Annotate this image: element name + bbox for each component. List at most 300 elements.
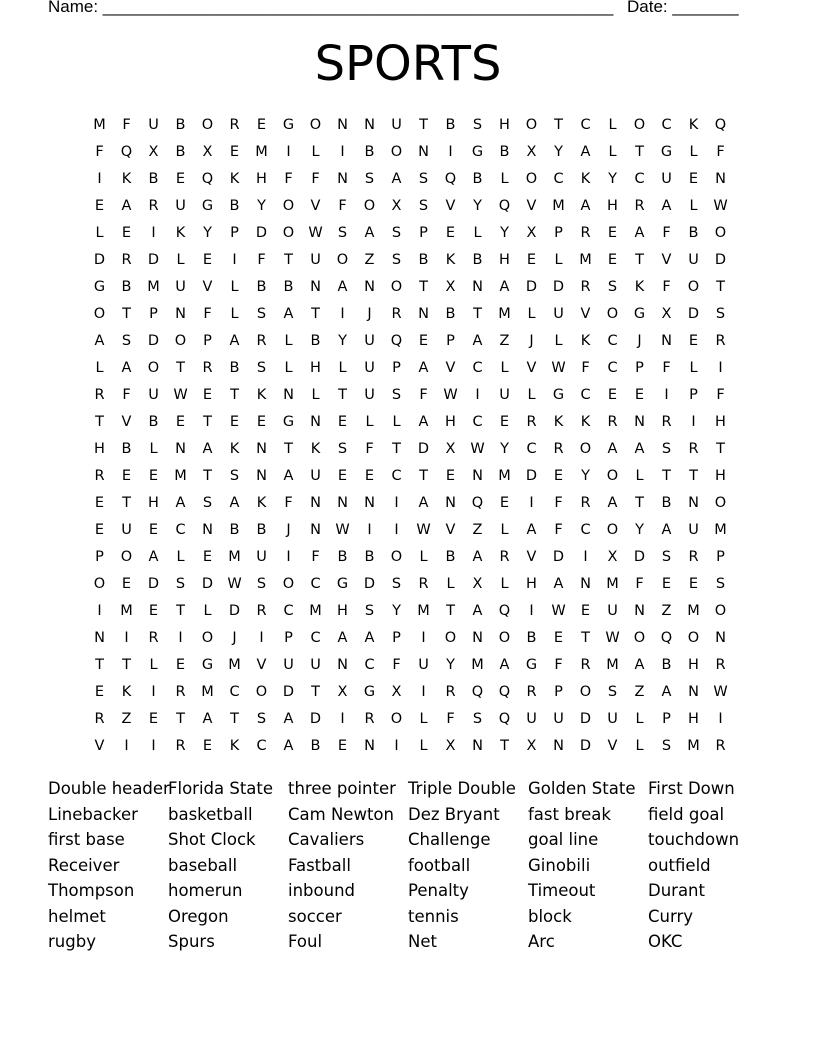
grid-letter[interactable]: D [552, 279, 565, 295]
grid-letter[interactable]: R [607, 414, 618, 430]
grid-letter[interactable]: C [580, 522, 591, 538]
grid-letter[interactable]: N [580, 576, 591, 592]
grid-letter[interactable]: G [633, 306, 646, 322]
grid-letter[interactable]: R [94, 711, 105, 727]
grid-letter[interactable]: S [256, 306, 267, 322]
grid-letter[interactable]: N [310, 414, 321, 430]
grid-letter[interactable]: A [553, 576, 564, 592]
grid-letter[interactable]: P [95, 549, 104, 565]
grid-letter[interactable]: E [553, 630, 564, 646]
grid-letter[interactable]: Y [203, 225, 212, 241]
grid-letter[interactable]: I [178, 630, 183, 646]
grid-letter[interactable]: H [445, 414, 456, 430]
grid-letter[interactable]: M [714, 522, 727, 538]
grid-letter[interactable]: H [499, 252, 510, 268]
grid-letter[interactable]: O [93, 576, 106, 592]
grid-letter[interactable]: B [121, 441, 132, 457]
grid-letter[interactable]: L [419, 738, 428, 754]
grid-letter[interactable]: G [282, 414, 295, 430]
grid-letter[interactable]: O [336, 252, 349, 268]
grid-letter[interactable]: Z [364, 252, 375, 268]
grid-letter[interactable]: R [688, 549, 699, 565]
grid-letter[interactable]: T [203, 468, 212, 484]
grid-letter[interactable]: T [446, 603, 455, 619]
grid-letter[interactable]: Y [338, 333, 347, 349]
grid-letter[interactable]: M [606, 657, 619, 673]
grid-letter[interactable]: F [203, 306, 212, 322]
grid-letter[interactable]: F [392, 657, 401, 673]
grid-letter[interactable]: T [203, 414, 212, 430]
grid-letter[interactable]: P [203, 333, 212, 349]
grid-letter[interactable]: O [606, 522, 619, 538]
grid-letter[interactable]: S [391, 252, 402, 268]
grid-letter[interactable]: F [311, 549, 320, 565]
grid-letter[interactable]: M [552, 198, 565, 214]
grid-letter[interactable]: I [286, 144, 291, 160]
grid-letter[interactable]: E [688, 171, 699, 187]
grid-letter[interactable]: E [445, 468, 456, 484]
grid-letter[interactable]: R [418, 576, 429, 592]
grid-letter[interactable]: R [715, 333, 726, 349]
grid-letter[interactable]: N [283, 387, 294, 403]
grid-letter[interactable]: M [201, 684, 214, 700]
grid-letter[interactable]: L [338, 360, 347, 376]
grid-letter[interactable]: A [472, 603, 483, 619]
name-field[interactable]: Name: ______________________________________________________ [48, 0, 614, 16]
grid-letter[interactable]: R [445, 684, 456, 700]
grid-letter[interactable]: N [175, 306, 186, 322]
grid-letter[interactable]: H [148, 495, 159, 511]
grid-letter[interactable]: O [282, 198, 295, 214]
grid-letter[interactable]: U [148, 117, 159, 133]
grid-letter[interactable]: F [257, 252, 266, 268]
grid-letter[interactable]: M [120, 603, 133, 619]
grid-letter[interactable]: D [255, 225, 268, 241]
grid-letter[interactable]: G [282, 117, 295, 133]
grid-letter[interactable]: I [340, 306, 345, 322]
grid-letter[interactable]: F [95, 144, 104, 160]
grid-letter[interactable]: S [715, 576, 726, 592]
grid-letter[interactable]: P [392, 360, 401, 376]
grid-letter[interactable]: Q [714, 117, 727, 133]
grid-letter[interactable]: B [472, 171, 483, 187]
grid-letter[interactable]: P [149, 306, 158, 322]
grid-letter[interactable]: A [283, 306, 294, 322]
grid-letter[interactable]: R [499, 549, 510, 565]
grid-letter[interactable]: I [367, 522, 372, 538]
grid-letter[interactable]: V [94, 738, 105, 754]
grid-letter[interactable]: L [365, 414, 374, 430]
grid-letter[interactable]: L [95, 225, 104, 241]
grid-letter[interactable]: B [418, 252, 429, 268]
grid-letter[interactable]: T [419, 279, 428, 295]
grid-letter[interactable]: O [633, 630, 646, 646]
grid-letter[interactable]: E [121, 225, 132, 241]
grid-letter[interactable]: L [608, 144, 617, 160]
grid-letter[interactable]: E [364, 468, 375, 484]
grid-letter[interactable]: N [175, 441, 186, 457]
grid-letter[interactable]: N [256, 441, 267, 457]
grid-letter[interactable]: I [583, 549, 588, 565]
grid-letter[interactable]: I [97, 603, 102, 619]
grid-letter[interactable]: F [122, 117, 131, 133]
grid-letter[interactable]: U [391, 117, 402, 133]
grid-letter[interactable]: T [581, 630, 590, 646]
grid-letter[interactable]: B [229, 198, 240, 214]
grid-letter[interactable]: G [336, 576, 349, 592]
grid-letter[interactable]: E [121, 576, 132, 592]
grid-letter[interactable]: I [340, 144, 345, 160]
grid-letter[interactable]: O [363, 198, 376, 214]
grid-letter[interactable]: W [443, 387, 458, 403]
grid-letter[interactable]: H [688, 657, 699, 673]
grid-letter[interactable]: U [364, 387, 375, 403]
grid-letter[interactable]: U [499, 387, 510, 403]
grid-letter[interactable]: K [634, 279, 645, 295]
grid-letter[interactable]: S [256, 360, 267, 376]
grid-letter[interactable]: A [499, 279, 510, 295]
grid-letter[interactable]: A [634, 225, 645, 241]
grid-letter[interactable]: L [689, 144, 698, 160]
grid-letter[interactable]: U [175, 198, 186, 214]
grid-letter[interactable]: L [203, 603, 212, 619]
grid-letter[interactable]: I [151, 225, 156, 241]
grid-letter[interactable]: P [392, 630, 401, 646]
grid-letter[interactable]: M [309, 603, 322, 619]
grid-letter[interactable]: I [97, 171, 102, 187]
grid-letter[interactable]: N [364, 495, 375, 511]
grid-letter[interactable]: H [526, 576, 537, 592]
grid-letter[interactable]: M [417, 603, 430, 619]
grid-letter[interactable]: S [661, 549, 672, 565]
grid-letter[interactable]: V [445, 360, 456, 376]
grid-letter[interactable]: E [94, 522, 105, 538]
grid-letter[interactable]: I [421, 684, 426, 700]
grid-letter[interactable]: D [201, 576, 214, 592]
grid-letter[interactable]: J [232, 630, 237, 646]
grid-letter[interactable]: E [121, 468, 132, 484]
grid-letter[interactable]: A [634, 657, 645, 673]
grid-letter[interactable]: L [635, 711, 644, 727]
grid-letter[interactable]: R [526, 684, 537, 700]
grid-letter[interactable]: A [364, 225, 375, 241]
grid-letter[interactable]: A [499, 657, 510, 673]
grid-letter[interactable]: O [606, 306, 619, 322]
grid-letter[interactable]: E [580, 603, 591, 619]
grid-letter[interactable]: M [93, 117, 106, 133]
grid-letter[interactable]: O [633, 117, 646, 133]
grid-letter[interactable]: I [718, 711, 723, 727]
grid-letter[interactable]: E [175, 657, 186, 673]
grid-letter[interactable]: O [687, 630, 700, 646]
grid-letter[interactable]: B [148, 171, 159, 187]
grid-letter[interactable]: E [607, 225, 618, 241]
grid-letter[interactable]: A [94, 333, 105, 349]
grid-letter[interactable]: A [472, 333, 483, 349]
grid-letter[interactable]: B [256, 522, 267, 538]
grid-letter[interactable]: W [308, 225, 323, 241]
grid-letter[interactable]: R [553, 441, 564, 457]
grid-letter[interactable]: E [202, 738, 213, 754]
grid-letter[interactable]: C [364, 657, 375, 673]
grid-letter[interactable]: N [337, 117, 348, 133]
grid-letter[interactable]: G [201, 657, 214, 673]
grid-letter[interactable]: U [175, 279, 186, 295]
grid-letter[interactable]: M [471, 657, 484, 673]
grid-letter[interactable]: R [580, 225, 591, 241]
grid-letter[interactable]: E [175, 171, 186, 187]
grid-letter[interactable]: Z [121, 711, 132, 727]
grid-letter[interactable]: L [149, 657, 158, 673]
grid-letter[interactable]: L [554, 252, 563, 268]
grid-letter[interactable]: A [121, 198, 132, 214]
grid-letter[interactable]: T [230, 387, 239, 403]
grid-letter[interactable]: M [606, 576, 619, 592]
grid-letter[interactable]: C [310, 630, 321, 646]
grid-letter[interactable]: V [202, 279, 213, 295]
grid-letter[interactable]: A [283, 711, 294, 727]
grid-letter[interactable]: O [282, 225, 295, 241]
grid-letter[interactable]: X [202, 144, 213, 160]
grid-letter[interactable]: O [120, 549, 133, 565]
grid-letter[interactable]: A [661, 684, 672, 700]
grid-letter[interactable]: I [529, 495, 534, 511]
grid-letter[interactable]: A [661, 198, 672, 214]
grid-letter[interactable]: T [311, 684, 320, 700]
grid-letter[interactable]: F [419, 387, 428, 403]
grid-letter[interactable]: O [606, 468, 619, 484]
grid-letter[interactable]: P [419, 225, 428, 241]
grid-letter[interactable]: R [391, 306, 402, 322]
grid-letter[interactable]: K [580, 333, 591, 349]
grid-letter[interactable]: E [418, 333, 429, 349]
grid-letter[interactable]: M [147, 279, 160, 295]
grid-letter[interactable]: K [580, 171, 591, 187]
grid-letter[interactable]: C [580, 117, 591, 133]
grid-letter[interactable]: N [418, 306, 429, 322]
grid-letter[interactable]: Q [120, 144, 133, 160]
grid-letter[interactable]: P [716, 549, 725, 565]
grid-letter[interactable]: H [94, 441, 105, 457]
grid-letter[interactable]: N [364, 738, 375, 754]
grid-letter[interactable]: L [527, 387, 536, 403]
grid-letter[interactable]: T [122, 306, 131, 322]
grid-letter[interactable]: Y [500, 225, 509, 241]
grid-letter[interactable]: J [286, 522, 291, 538]
grid-letter[interactable]: I [664, 387, 669, 403]
grid-letter[interactable]: B [256, 279, 267, 295]
grid-letter[interactable]: N [310, 279, 321, 295]
grid-letter[interactable]: X [607, 549, 618, 565]
grid-letter[interactable]: S [661, 738, 672, 754]
grid-letter[interactable]: E [634, 387, 645, 403]
grid-letter[interactable]: E [445, 225, 456, 241]
grid-letter[interactable]: O [687, 279, 700, 295]
grid-letter[interactable]: S [661, 441, 672, 457]
grid-letter[interactable]: R [580, 657, 591, 673]
grid-letter[interactable]: S [472, 711, 483, 727]
grid-letter[interactable]: K [121, 684, 132, 700]
grid-letter[interactable]: N [688, 495, 699, 511]
grid-letter[interactable]: T [284, 441, 293, 457]
grid-letter[interactable]: H [688, 711, 699, 727]
grid-letter[interactable]: N [94, 630, 105, 646]
grid-letter[interactable]: R [175, 738, 186, 754]
grid-letter[interactable]: B [445, 549, 456, 565]
grid-letter[interactable]: S [391, 387, 402, 403]
grid-letter[interactable]: A [607, 441, 618, 457]
grid-letter[interactable]: U [553, 711, 564, 727]
grid-letter[interactable]: O [282, 576, 295, 592]
grid-letter[interactable]: S [364, 603, 375, 619]
grid-letter[interactable]: L [230, 279, 239, 295]
grid-letter[interactable]: X [661, 306, 672, 322]
grid-letter[interactable]: W [470, 441, 485, 457]
grid-letter[interactable]: O [390, 144, 403, 160]
grid-letter[interactable]: G [93, 279, 106, 295]
grid-letter[interactable]: L [311, 387, 320, 403]
grid-letter[interactable]: V [607, 738, 618, 754]
grid-letter[interactable]: L [608, 117, 617, 133]
grid-letter[interactable]: X [391, 198, 402, 214]
grid-letter[interactable]: B [175, 144, 186, 160]
grid-letter[interactable]: T [176, 603, 185, 619]
grid-letter[interactable]: O [309, 117, 322, 133]
grid-letter[interactable]: B [472, 252, 483, 268]
grid-letter[interactable]: K [229, 441, 240, 457]
grid-letter[interactable]: D [147, 576, 160, 592]
grid-letter[interactable]: O [93, 306, 106, 322]
grid-letter[interactable]: V [580, 306, 591, 322]
grid-letter[interactable]: T [689, 468, 698, 484]
grid-letter[interactable]: Y [635, 522, 644, 538]
grid-letter[interactable]: T [716, 279, 725, 295]
grid-letter[interactable]: A [472, 549, 483, 565]
grid-letter[interactable]: I [259, 630, 264, 646]
grid-letter[interactable]: D [552, 549, 565, 565]
grid-letter[interactable]: N [715, 171, 726, 187]
grid-letter[interactable]: T [716, 441, 725, 457]
grid-letter[interactable]: C [661, 117, 672, 133]
grid-letter[interactable]: U [607, 711, 618, 727]
grid-letter[interactable]: M [228, 657, 241, 673]
grid-letter[interactable]: J [529, 333, 534, 349]
grid-letter[interactable]: A [337, 279, 348, 295]
grid-letter[interactable]: L [149, 441, 158, 457]
grid-letter[interactable]: R [580, 279, 591, 295]
grid-letter[interactable]: T [662, 468, 671, 484]
grid-letter[interactable]: B [526, 630, 537, 646]
grid-letter[interactable]: U [310, 252, 321, 268]
grid-letter[interactable]: A [661, 522, 672, 538]
grid-letter[interactable]: E [202, 549, 213, 565]
grid-letter[interactable]: F [662, 225, 671, 241]
grid-letter[interactable]: D [687, 306, 700, 322]
grid-letter[interactable]: Y [446, 657, 455, 673]
grid-letter[interactable]: A [580, 144, 591, 160]
grid-letter[interactable]: L [311, 144, 320, 160]
grid-letter[interactable]: S [391, 225, 402, 241]
grid-letter[interactable]: L [689, 360, 698, 376]
grid-letter[interactable]: F [554, 657, 563, 673]
grid-letter[interactable]: Q [471, 684, 484, 700]
grid-letter[interactable]: E [229, 144, 240, 160]
grid-letter[interactable]: F [716, 387, 725, 403]
grid-letter[interactable]: U [364, 333, 375, 349]
grid-letter[interactable]: F [581, 360, 590, 376]
grid-letter[interactable]: F [635, 576, 644, 592]
grid-letter[interactable]: B [310, 333, 321, 349]
grid-letter[interactable]: I [124, 738, 129, 754]
grid-letter[interactable]: V [445, 198, 456, 214]
grid-letter[interactable]: C [607, 360, 618, 376]
grid-letter[interactable]: S [256, 711, 267, 727]
grid-letter[interactable]: I [691, 414, 696, 430]
grid-letter[interactable]: L [230, 306, 239, 322]
grid-letter[interactable]: B [148, 414, 159, 430]
grid-letter[interactable]: S [418, 171, 429, 187]
grid-letter[interactable]: E [256, 414, 267, 430]
grid-letter[interactable]: O [201, 117, 214, 133]
grid-letter[interactable]: B [229, 360, 240, 376]
grid-letter[interactable]: K [229, 738, 240, 754]
grid-letter[interactable]: C [580, 387, 591, 403]
grid-letter[interactable]: L [500, 360, 509, 376]
grid-letter[interactable]: E [175, 414, 186, 430]
grid-letter[interactable]: T [473, 306, 482, 322]
grid-letter[interactable]: N [310, 522, 321, 538]
grid-letter[interactable]: W [551, 360, 566, 376]
grid-letter[interactable]: C [553, 171, 564, 187]
grid-letter[interactable]: P [635, 360, 644, 376]
grid-letter[interactable]: O [714, 603, 727, 619]
grid-letter[interactable]: B [337, 549, 348, 565]
grid-letter[interactable]: Y [392, 603, 401, 619]
grid-letter[interactable]: L [635, 468, 644, 484]
grid-letter[interactable]: A [526, 522, 537, 538]
grid-letter[interactable]: S [607, 684, 618, 700]
grid-letter[interactable]: A [175, 495, 186, 511]
grid-letter[interactable]: Q [444, 171, 457, 187]
grid-letter[interactable]: Q [471, 495, 484, 511]
grid-letter[interactable]: P [554, 225, 563, 241]
grid-letter[interactable]: N [472, 630, 483, 646]
grid-letter[interactable]: T [554, 117, 563, 133]
grid-letter[interactable]: C [634, 171, 645, 187]
grid-letter[interactable]: Y [257, 198, 266, 214]
grid-letter[interactable]: U [256, 549, 267, 565]
grid-letter[interactable]: I [340, 711, 345, 727]
grid-letter[interactable]: E [337, 738, 348, 754]
grid-letter[interactable]: R [688, 441, 699, 457]
grid-letter[interactable]: O [390, 279, 403, 295]
grid-letter[interactable]: E [94, 495, 105, 511]
grid-letter[interactable]: L [419, 711, 428, 727]
grid-letter[interactable]: M [498, 306, 511, 322]
grid-letter[interactable]: P [554, 684, 563, 700]
grid-letter[interactable]: T [635, 144, 644, 160]
grid-letter[interactable]: S [715, 306, 726, 322]
grid-letter[interactable]: E [229, 414, 240, 430]
grid-letter[interactable]: O [579, 684, 592, 700]
grid-letter[interactable]: E [337, 468, 348, 484]
grid-letter[interactable]: C [229, 684, 240, 700]
grid-letter[interactable]: R [175, 684, 186, 700]
grid-letter[interactable]: X [445, 738, 456, 754]
grid-letter[interactable]: X [337, 684, 348, 700]
grid-letter[interactable]: A [337, 630, 348, 646]
grid-letter[interactable]: H [337, 603, 348, 619]
